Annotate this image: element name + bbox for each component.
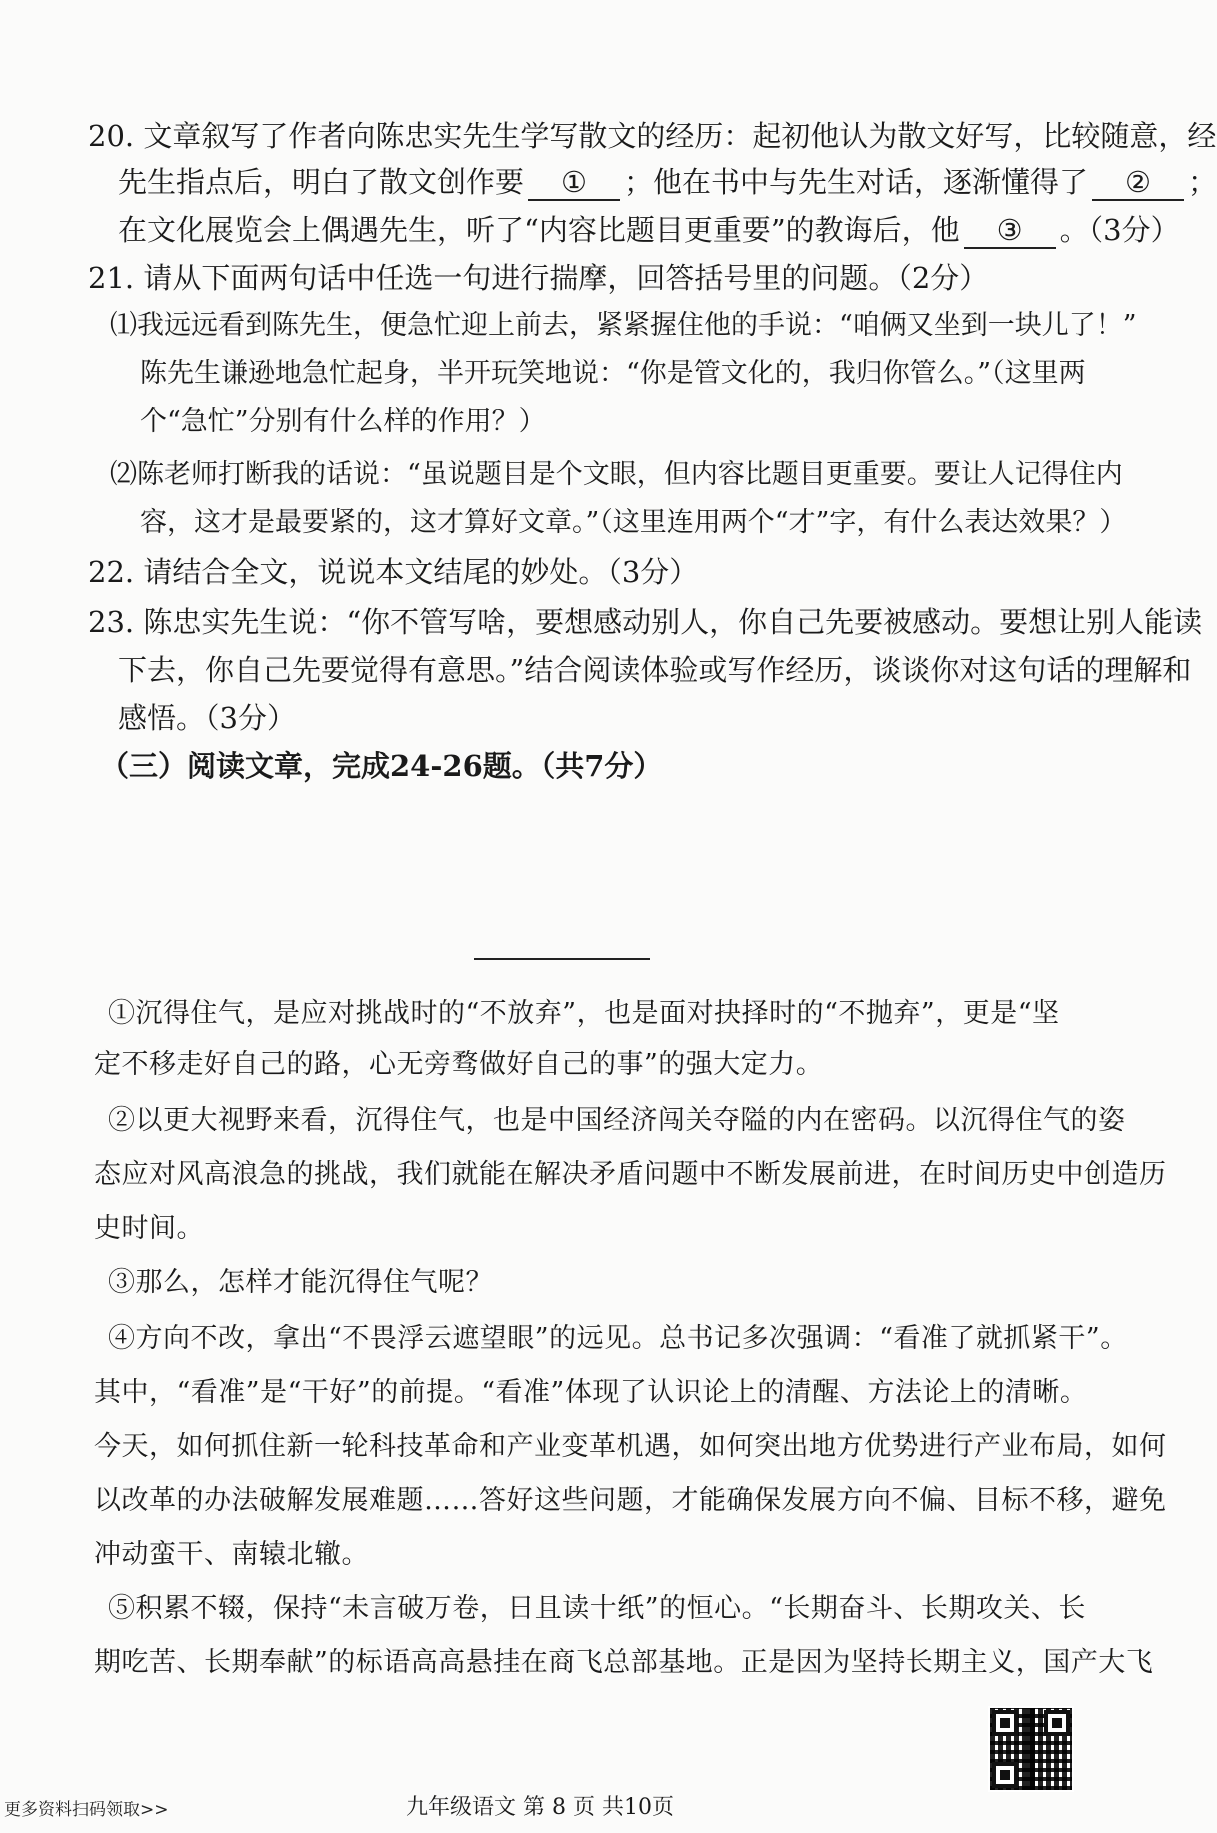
qr-code-icon[interactable] [988, 1706, 1074, 1792]
article-p2-line-1: ②以更大视野来看，沉得住气，也是中国经济闯关夺隘的内在密码。以沉得住气的姿 [108, 1105, 1126, 1136]
q21-option-1-line-2: 陈先生谦逊地急忙起身，半开玩笑地说：“你是管文化的，我归你管么。”（这里两 [140, 358, 1086, 389]
page-number-footer: 九年级语文 第 8 页 共10页 [406, 1795, 674, 1820]
article-p1-line-2: 定不移走好自己的路，心无旁骛做好自己的事”的强大定力。 [94, 1049, 824, 1080]
q20-line-2 [118, 162, 1217, 202]
article-p4-line-2: 其中，“看准”是“干好”的前提。“看准”体现了认识论上的清醒、方法论上的清晰。 [94, 1377, 1088, 1408]
q20-blank-1[interactable]: ① [528, 165, 620, 201]
q22-stem: 22. 请结合全文，说说本文结尾的妙处。（3分） [88, 555, 699, 589]
article-p5-line-1: ⑤积累不辍，保持“未言破万卷，日且读十纸”的恒心。“长期奋斗、长期攻关、长 [108, 1593, 1086, 1624]
q20-blank-2[interactable]: ② [1092, 165, 1184, 201]
q23-line-2: 下去，你自己先要觉得有意思。”结合阅读体验或写作经历，谈谈你对这句话的理解和 [118, 653, 1192, 687]
q20-line-2c: ； [1188, 165, 1217, 199]
article-p4-line-1: ④方向不改，拿出“不畏浮云遮望眼”的远见。总书记多次强调：“看准了就抓紧干”。 [108, 1323, 1128, 1354]
article-p2-line-3: 史时间。 [94, 1213, 204, 1244]
scan-for-more-label[interactable]: 更多资料扫码领取>> [4, 1800, 169, 1820]
q21-option-2-line-2: 容，这才是最要紧的，这才算好文章。”（这里连用两个“才”字，有什么表达效果？） [140, 507, 1127, 538]
article-p2-line-2: 态应对风高浪急的挑战，我们就能在解决矛盾问题中不断发展前进，在时间历史中创造历 [94, 1159, 1167, 1190]
q21-option-2-line-1: ⑵陈老师打断我的话说：“虽说题目是个文眼，但内容比题目更重要。要让人记得住内 [110, 459, 1123, 490]
section-3-heading: （三）阅读文章，完成24-26题。（共7分） [100, 749, 663, 783]
qr-finder-top-right [1044, 1710, 1070, 1736]
q21-stem: 21. 请从下面两句话中任选一句进行揣摩，回答括号里的问题。（2分） [88, 261, 989, 295]
q20-line-3a: 在文化展览会上偶遇先生，听了“内容比题目更重要”的教诲后，他 [118, 213, 960, 247]
q23-line-1: 23. 陈忠实先生说：“你不管写啥，要想感动别人，你自己先要被感动。要想让别人能读 [88, 605, 1203, 639]
q23-line-3: 感悟。（3分） [118, 701, 296, 735]
article-p1-line-1: ①沉得住气，是应对挑战时的“不放弃”，也是面对抉择时的“不抛弃”，更是“坚 [108, 998, 1060, 1029]
q20-line-2b: ；他在书中与先生对话，逐渐懂得了 [624, 165, 1089, 199]
article-p4-line-4: 以改革的办法破解发展难题……答好这些问题，才能确保发展方向不偏、目标不移，避免 [94, 1485, 1167, 1516]
qr-finder-top-left [992, 1710, 1018, 1736]
article-p4-line-3: 今天，如何抓住新一轮科技革命和产业变革机遇，如何突出地方优势进行产业布局，如何 [94, 1431, 1167, 1462]
q20-blank-3[interactable]: ③ [964, 213, 1056, 249]
q21-option-1-line-1: ⑴我远远看到陈先生，便急忙迎上前去，紧紧握住他的手说：“咱俩又坐到一块儿了！” [110, 310, 1137, 341]
q20-line-2a: 先生指点后，明白了散文创作要 [118, 165, 525, 199]
qr-finder-bottom-left [992, 1762, 1018, 1788]
q20-line-3 [118, 210, 1180, 250]
article-p4-line-5: 冲动蛮干、南辕北辙。 [94, 1539, 369, 1570]
article-p3-line-1: ③那么，怎样才能沉得住气呢？ [108, 1267, 493, 1298]
article-title-rule [474, 958, 650, 960]
q21-option-1-line-3: 个“急忙”分别有什么样的作用？） [140, 406, 546, 437]
q20-line-3b: 。（3分） [1059, 213, 1180, 247]
q20-line-1: 20. 文章叙写了作者向陈忠实先生学写散文的经历：起初他认为散文好写，比较随意，经 [88, 119, 1217, 153]
article-p5-line-2: 期吃苦、长期奉献”的标语高高悬挂在商飞总部基地。正是因为坚持长期主义，国产大飞 [94, 1647, 1154, 1678]
